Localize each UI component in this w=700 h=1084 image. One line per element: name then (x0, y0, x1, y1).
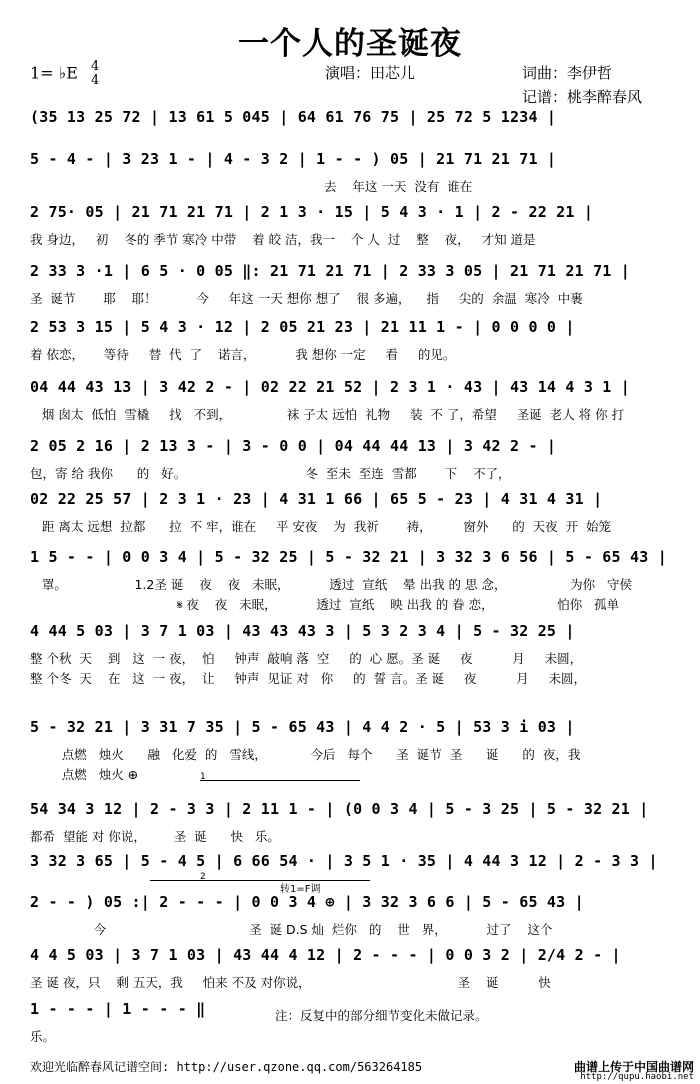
lyric-line: 着 依恋， 等待 替 代 了 诺言， 我 想你 一定 看 的见。 (30, 347, 456, 362)
volta-1-label: 1 (200, 772, 206, 782)
jianpu-notes: (35 13 25 72 | 13 61 5 045 | 64 61 76 75 | 25 72 5 1234 | (30, 108, 557, 126)
staff-system (30, 548, 672, 622)
jianpu-notes: 2 - - ) 05 :| 2 - - - | 0 0 3 4 ⊕ | 3 32 3 6 6 | 5 - 65 43 | (30, 893, 584, 911)
transcription-note: 注：反复中的部分细节变化未做记录。 (275, 1008, 488, 1023)
jianpu-notes: 4 44 5 03 | 3 7 1 03 | 43 43 43 3 | 5 3 2 3 4 | 5 - 32 25 | (30, 622, 575, 640)
jianpu-notes: 54 34 3 12 | 2 - 3 3 | 2 11 1 - | (0 0 3 4 | 5 - 3 25 | 5 - 32 21 | (30, 800, 649, 818)
key-signature (30, 60, 99, 88)
lyric-line: 都希 望能 对 你说， 圣 诞 快 乐。 (30, 829, 280, 844)
jianpu-notes: 02 22 25 57 | 2 3 1 · 23 | 4 31 1 66 | 65 5 - 23 | 4 31 4 31 | (30, 490, 603, 508)
key-change-label: 转1=F调 (280, 884, 321, 895)
lyric-line: 去 年这 一天 没有 谁在 (30, 179, 473, 194)
volta-1-line (200, 780, 360, 781)
lyric-line: 点燃 烛火 融 化爱 的 雪线， 今后 每个 圣 诞节 圣 诞 的 夜，我 (30, 747, 581, 762)
jianpu-notes: 2 53 3 15 | 5 4 3 · 12 | 2 05 21 23 | 21 11 1 - | 0 0 0 0 | (30, 318, 575, 336)
jianpu-notes: 04 44 43 13 | 3 42 2 - | 02 22 21 52 | 2 3 1 · 43 | 43 14 4 3 1 | (30, 378, 630, 396)
time-signature-bottom: 4 (91, 73, 100, 88)
singer-credit: 演唱：田芯儿 (325, 64, 416, 82)
lyric-line-second-verse: 整 个冬 天 在 这 一 夜， 让 钟声 见证 对 你 的 誓 言。圣 诞 夜 月 未圆， (30, 671, 587, 686)
lyric-line: 罩。 1.2圣 诞 夜 夜 未眠， 透过 宣纸 晕 出我 的 思 念， 为你 守侯 (30, 577, 632, 592)
volta-2-label: 2 (200, 872, 206, 882)
lyric-line: 距 离太 远想 拉都 拉 不 牢，谁在 平 安夜 为 我祈 祷， 窗外 的 天夜 开 始笼 (30, 519, 612, 534)
lyric-line-second-verse: 𝄋 夜 夜 未眠， 透过 宣纸 映 出我 的 眷 恋， 怕你 孤单 (30, 597, 620, 612)
jianpu-notes: 1 - - - | 1 - - - ‖ (30, 1000, 206, 1018)
lyric-line-second-verse: 点燃 烛火 ⊕ (30, 767, 139, 782)
staff-system (30, 622, 672, 696)
jianpu-notes: 2 75· 05 | 21 71 21 71 | 2 1 3 · 15 | 5 4 3 · 1 | 2 - 22 21 | (30, 203, 594, 221)
time-signature-top: 4 (91, 59, 100, 74)
jianpu-notes: 1 5 - - | 0 0 3 4 | 5 - 32 25 | 5 - 32 21 | 3 32 3 6 56 | 5 - 65 43 | (30, 548, 667, 566)
jianpu-notes: 4 4 5 03 | 3 7 1 03 | 43 44 4 12 | 2 - - - | 0 0 3 2 | 2/4 2 - | (30, 946, 621, 964)
jianpu-notes: 2 05 2 16 | 2 13 3 - | 3 - 0 0 | 04 44 44 13 | 3 42 2 - | (30, 437, 557, 455)
key-label: 1= ♭E (30, 63, 78, 83)
jianpu-notes: 5 - 4 - | 3 23 1 - | 4 - 3 2 | 1 - - ) 05 | 21 71 21 71 | (30, 150, 557, 168)
composer-credit: 词曲：李伊哲 (522, 64, 613, 82)
lyric-line: 今 圣 诞 D.S 灿 烂你 的 世 界， 过了 这个 (30, 922, 553, 937)
time-signature (91, 60, 99, 88)
lyric-line: 我 身边， 初 冬的 季节 寒冷 中带 着 皎 洁，我一 个 人 过 整 夜， 才知 道是 (30, 232, 536, 247)
lyric-line: 圣 诞节 耶 耶！ 今 年这 一天 想你 想了 很 多遍， 指 尖的 余温 寒冷 中裹 (30, 291, 583, 306)
footer-source-url: http://qupu.haobi.net (580, 1072, 694, 1082)
song-title: 一个人的圣诞夜 (238, 26, 462, 62)
lyric-line: 整 个秋 天 到 这 一 夜， 怕 钟声 敲响 落 空 的 心 愿。圣 诞 夜 月 未圆， (30, 651, 583, 666)
jianpu-notes: 5 - 32 21 | 3 31 7 35 | 5 - 65 43 | 4 4 2 · 5 | 53 3 i 03 | (30, 718, 575, 736)
jianpu-notes: 2 33 3 ·1 | 6 5 · 0 05 ‖: 21 71 21 71 | 2 33 3 05 | 21 71 21 71 | (30, 262, 630, 280)
jianpu-notes: 3 32 3 65 | 5 - 4 5 | 6 66 54 · | 3 5 1 · 35 | 4 44 3 12 | 2 - 3 3 | (30, 852, 658, 870)
footer-source: 曲谱上传于中国曲谱网 (573, 1060, 694, 1074)
transcriber-credit: 记谱：桃李醉春风 (522, 88, 643, 106)
lyric-line: 包，寄 给 我你 的 好。 冬 至未 至连 雪都 下 不了， (30, 466, 511, 481)
footer-credit: 欢迎光临醉春风记谱空间: http://user.qzone.qq.com/563264185 (30, 1060, 423, 1074)
lyric-line: 圣 诞 夜，只 剩 五天，我 怕来 不及 对你说， 圣 诞 快 (30, 975, 551, 990)
lyric-line: 乐。 (30, 1029, 56, 1044)
volta-2-line (150, 880, 370, 881)
lyric-line: 烟 囱太 低怕 雪橇 找 不到， 袜 子太 远怕 礼物 装 不 了，希望 圣诞 老人 将 你 打 (30, 407, 625, 422)
